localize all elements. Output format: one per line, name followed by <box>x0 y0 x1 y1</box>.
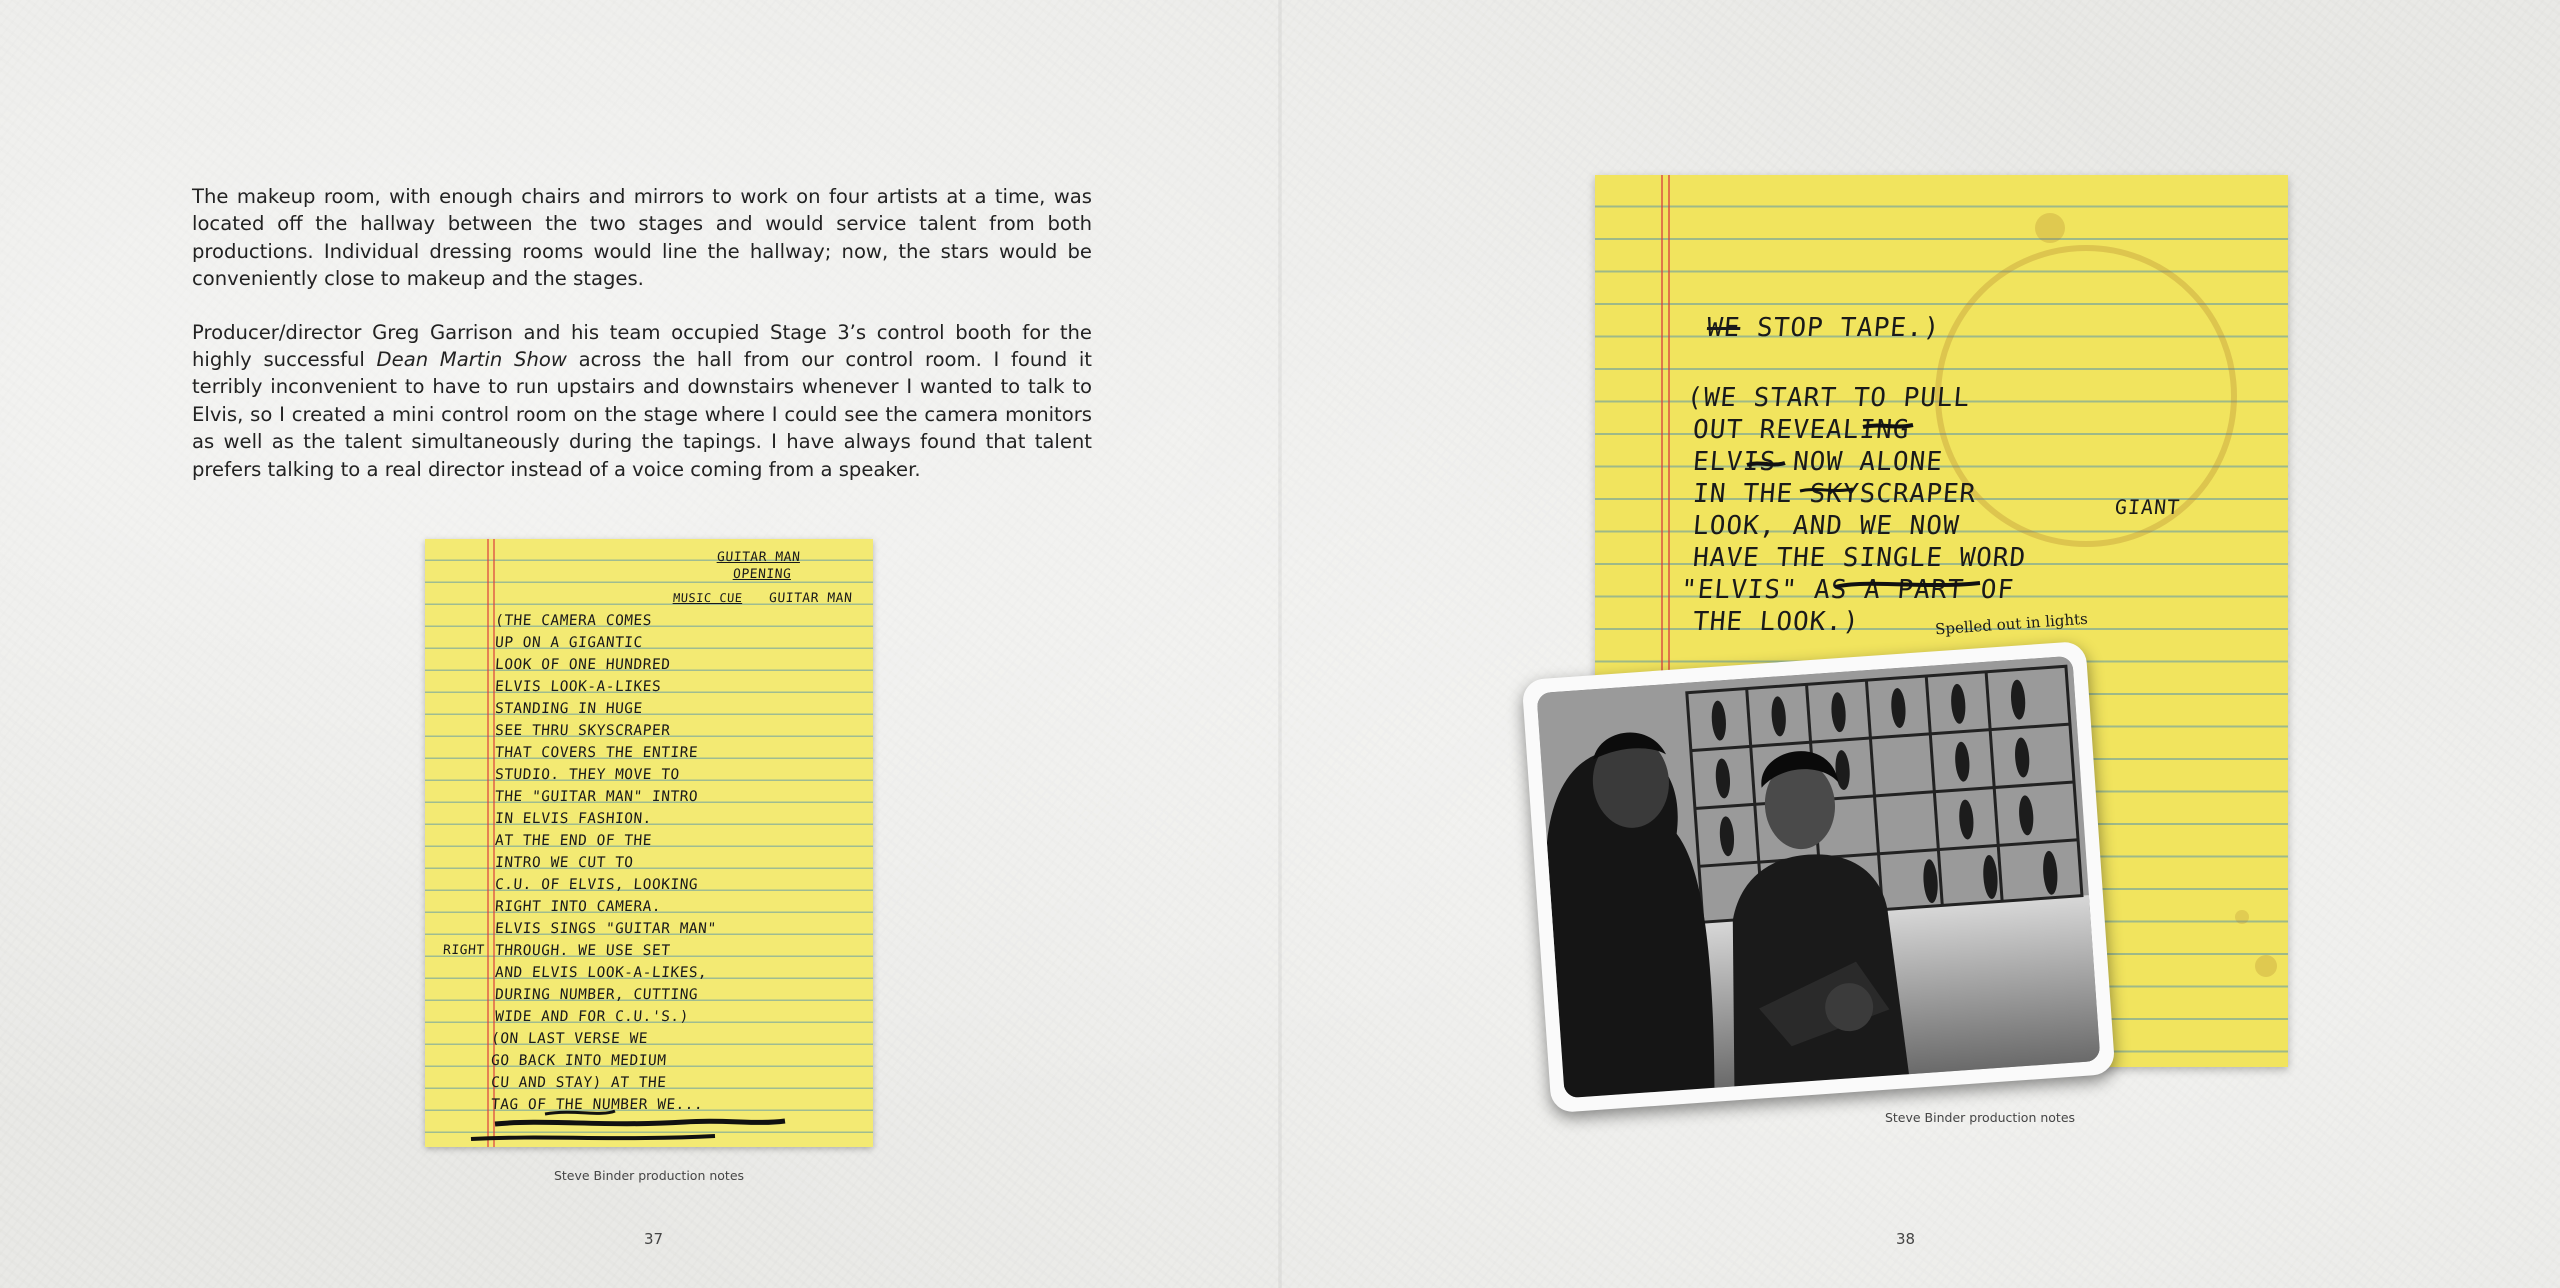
notes-cue-label: MUSIC CUE <box>672 591 744 605</box>
notes-line: LOOK OF ONE HUNDRED <box>494 657 671 673</box>
notes-cue-value: GUITAR MAN <box>768 591 853 606</box>
notes-line: OUT REVEALING <box>1691 415 1911 445</box>
notes-line: (THE CAMERA COMES <box>494 613 653 629</box>
notes-line: STANDING IN HUGE <box>494 701 644 717</box>
notes-header-2: OPENING <box>732 567 792 582</box>
notes-line: ELVIS SINGS "GUITAR MAN" <box>494 921 718 937</box>
paragraph-2-part-1: Producer/director Greg Garrison and his team occupied Stage 3’s control booth for the highly successful <box>192 320 1092 372</box>
notes-line: (WE START TO PULL <box>1685 383 1972 413</box>
notes-header-1: GUITAR MAN <box>716 550 801 565</box>
notes-line: STUDIO. THEY MOVE TO <box>494 767 681 783</box>
notes-inserted-word: GIANT <box>2113 495 2182 519</box>
notes-line: THE LOOK.) <box>1691 607 1861 637</box>
scribble-strikeouts <box>425 539 873 1147</box>
notes-line: DURING NUMBER, CUTTING <box>494 987 699 1003</box>
notes-line: LOOK, AND WE NOW <box>1691 511 1961 541</box>
notes-margin-word: RIGHT <box>442 943 486 958</box>
notes-line: ELVIS NOW ALONE <box>1691 447 1945 477</box>
paragraph-2 <box>192 319 1092 483</box>
notes-line: GO BACK INTO MEDIUM <box>490 1053 667 1069</box>
notes-line: AND ELVIS LOOK-A-LIKES, <box>494 965 708 981</box>
photo-image <box>1536 656 2100 1098</box>
notes-line-text: STOP TAPE.) <box>1755 313 1942 343</box>
notes-line: RIGHT INTO CAMERA. <box>494 899 662 915</box>
notes-line: C.U. OF ELVIS, LOOKING <box>494 877 699 893</box>
notes-line: SEE THRU SKYSCRAPER <box>494 723 671 739</box>
legal-pad-notes-left <box>425 539 873 1147</box>
notes-line: ELVIS LOOK-A-LIKES <box>494 679 662 695</box>
show-title: Dean Martin Show <box>376 348 567 372</box>
notes-line: THAT COVERS THE ENTIRE <box>494 745 699 761</box>
struck-word: WE <box>1705 313 1742 343</box>
caption-right: Steve Binder production notes <box>1884 1110 2076 1125</box>
notes-line: (ON LAST VERSE WE <box>490 1031 649 1047</box>
paragraph-2-part-2: across the hall from our control room. I found it terribly inconvenient to have to run upstairs and downstairs whenever I wanted to talk to Elvis, so I created a mini control room on the stage where I could see the camera monitors as well as the talent simultaneously during the tapings. I have always found that talent prefers talking to a real director instead of a voice coming from a speaker. <box>192 348 1092 481</box>
notes-line: AT THE END OF THE <box>494 833 653 849</box>
paragraph-1: The makeup room, with enough chairs and mirrors to work on four artists at a time, was located off the hallway between the two stages and would service talent from both productions. Individual dressing rooms would line the hallway; now, the stars would be conveniently close to makeup and the stages. <box>192 185 1092 291</box>
notes-line: CU AND STAY) AT THE <box>490 1075 667 1091</box>
notes-line: THE "GUITAR MAN" INTRO <box>494 789 699 805</box>
page-number-right: 38 <box>1896 1230 1916 1248</box>
notes-line: THROUGH. WE USE SET <box>494 943 671 959</box>
notes-side-note: Spelled out in lights <box>1934 609 2089 639</box>
body-text <box>192 183 1092 509</box>
photo-illustration <box>1536 656 2100 1098</box>
notes-line: IN THE SKYSCRAPER <box>1691 479 1978 509</box>
caption-left: Steve Binder production notes <box>553 1168 745 1183</box>
page-number-left: 37 <box>644 1230 664 1248</box>
notes-line: IN ELVIS FASHION. <box>494 811 653 827</box>
notes-line: INTRO WE CUT TO <box>494 855 635 871</box>
photo-elvis-and-director <box>1522 641 2116 1113</box>
notes-line: UP ON A GIGANTIC <box>494 635 644 651</box>
notes-line: HAVE THE SINGLE WORD <box>1691 543 2028 573</box>
notes-line: "ELVIS" AS A PART OF <box>1679 575 2016 605</box>
notes-line: WIDE AND FOR C.U.'S.) <box>494 1009 690 1025</box>
notes-line: TAG OF THE NUMBER WE... <box>490 1097 704 1113</box>
